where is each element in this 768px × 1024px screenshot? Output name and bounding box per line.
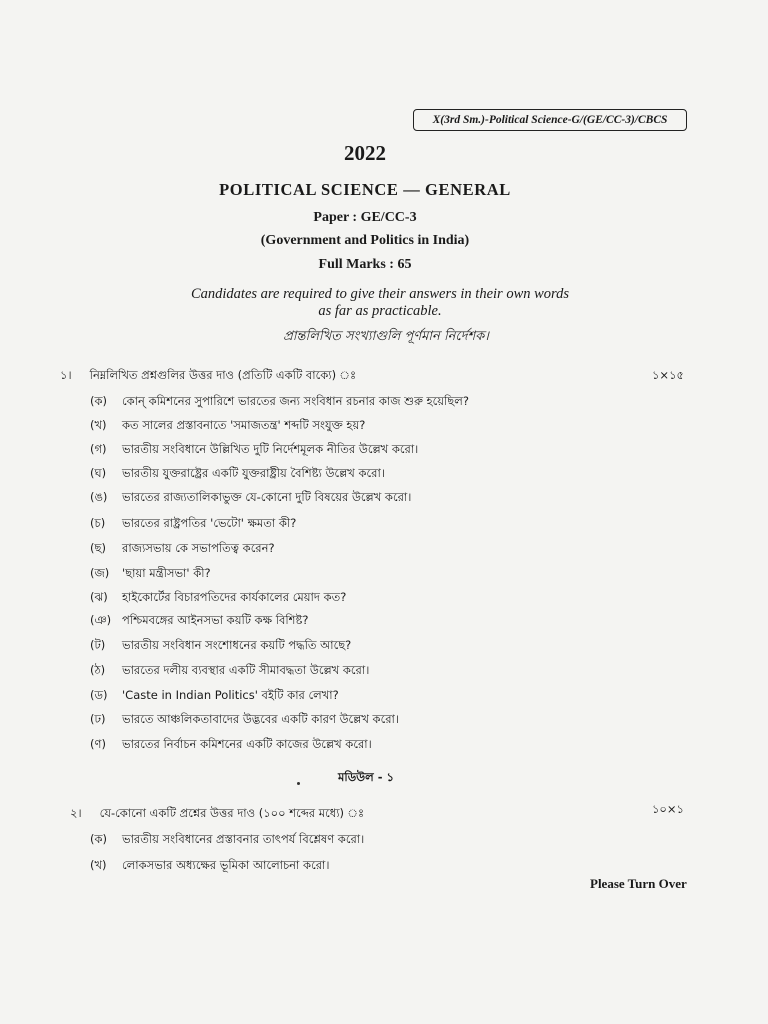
q1-item-text: ভারতীয় সংবিধান সংশোধনের কয়টি পদ্ধতি আছে? xyxy=(122,638,352,652)
q1-item xyxy=(90,637,351,656)
question-2-marks: ১০×১ xyxy=(651,802,684,816)
q1-item-label: (ড) xyxy=(90,688,108,702)
q1-item-text: 'Caste in Indian Politics' বইটি কার লেখা? xyxy=(122,688,339,702)
q1-item xyxy=(90,417,365,436)
q1-item-label: (ট) xyxy=(90,638,106,652)
paper-code-box: X(3rd Sm.)-Political Science-G/(GE/CC-3)/CBCS xyxy=(413,109,687,131)
q1-item-text: কোন্ কমিশনের সুপারিশে ভারতের জন্য সংবিধান রচনার কাজ শুরু হয়েছিল? xyxy=(122,394,469,408)
q1-item xyxy=(90,589,346,608)
q1-item-text: ভারতের নির্বাচন কমিশনের একটি কাজের উল্লেখ করো। xyxy=(122,737,372,751)
q1-item xyxy=(90,711,399,730)
q1-item-label: (ছ) xyxy=(90,541,106,555)
q1-item-text: রাজ্যসভায় কে সভাপতিত্ব করেন? xyxy=(122,541,275,555)
full-marks: Full Marks : 65 xyxy=(318,257,412,272)
q1-item xyxy=(90,687,339,706)
q2-item-text: লোকসভার অধ্যক্ষের ভূমিকা আলোচনা করো। xyxy=(122,858,330,872)
question-2-number: ২। xyxy=(70,806,82,820)
please-turn-over: Please Turn Over xyxy=(590,876,687,891)
q2-item-text: ভারতীয় সংবিধানের প্রস্তাবনার তাৎপর্য বিশ্লেষণ করো। xyxy=(122,832,365,846)
q1-item-text: পশ্চিমবঙ্গের আইনসভা কয়টি কক্ষ বিশিষ্ট? xyxy=(122,613,309,627)
question-1 xyxy=(60,367,356,386)
instruction-line-1: Candidates are required to give their answers in their own words xyxy=(190,286,570,302)
q2-item xyxy=(90,831,364,850)
q1-item-text: ভারতে আঞ্চলিকতাবাদের উদ্ভবের একটি কারণ উল্লেখ করো। xyxy=(122,712,399,726)
q1-item-text: ভারতের রাষ্ট্রপতির 'ভেটো' ক্ষমতা কী? xyxy=(122,516,297,530)
question-1-marks: ১×১৫ xyxy=(651,368,684,382)
course-title: (Government and Politics in India) xyxy=(260,233,470,248)
q1-item xyxy=(90,515,296,534)
q1-item-text: ভারতের রাজ্যতালিকাভুক্ত যে-কোনো দুটি বিষয়ের উল্লেখ করো। xyxy=(122,490,412,504)
question-2-text: যে-কোনো একটি প্রশ্নের উত্তর দাও (১০০ শব্দের মধ্যে) ঃ xyxy=(99,806,365,820)
question-2 xyxy=(70,805,364,824)
q1-item xyxy=(90,465,385,484)
q1-item-label: (চ) xyxy=(90,516,106,530)
paper-code: Paper : GE/CC-3 xyxy=(313,210,417,225)
q1-item xyxy=(90,540,275,559)
instruction-line-2: as far as practicable. xyxy=(318,303,442,319)
q1-item-text: হাইকোর্টের বিচারপতিদের কার্যকালের মেয়াদ কত? xyxy=(122,590,347,604)
q2-item xyxy=(90,857,329,876)
q1-item-label: (ক) xyxy=(90,394,108,408)
exam-year: 2022 xyxy=(344,141,386,165)
q1-item xyxy=(90,393,469,412)
q1-item-label: (গ) xyxy=(90,442,107,456)
ink-dot xyxy=(297,782,300,785)
q2-item-label: (ক) xyxy=(90,832,108,846)
q1-item-label: (ঢ) xyxy=(90,712,106,726)
q1-item xyxy=(90,662,369,681)
q1-item xyxy=(90,565,211,584)
q1-item-label: (ঝ) xyxy=(90,590,108,604)
q1-item-text: 'ছায়া মন্ত্রীসভা' কী? xyxy=(122,566,211,580)
q1-item xyxy=(90,441,418,460)
q2-item-label: (খ) xyxy=(90,858,107,872)
q1-item-label: (ঠ) xyxy=(90,663,106,677)
subject-title: POLITICAL SCIENCE — GENERAL xyxy=(219,180,511,199)
q1-item xyxy=(90,736,372,755)
q1-item-text: ভারতীয় সংবিধানে উল্লিখিত দুটি নির্দেশমূলক নীতির উল্লেখ করো। xyxy=(122,442,419,456)
q1-item-text: কত সালের প্রস্তাবনাতে 'সমাজতন্ত্র' শব্দটি সংযুক্ত হয়? xyxy=(122,418,366,432)
question-1-number: ১। xyxy=(60,368,72,382)
q1-item xyxy=(90,612,308,631)
q1-item-label: (ঙ) xyxy=(90,490,108,504)
q1-item xyxy=(90,489,411,508)
q1-item-label: (ণ) xyxy=(90,737,106,751)
q1-item-text: ভারতের দলীয় ব্যবস্থার একটি সীমাবদ্ধতা উল্লেখ করো। xyxy=(122,663,370,677)
marks-note: প্রান্তলিখিত সংখ্যাগুলি পূর্ণমান নির্দেশক। xyxy=(283,329,489,344)
q1-item-label: (ঘ) xyxy=(90,466,107,480)
module-heading: মডিউল - ১ xyxy=(338,770,394,784)
q1-item-label: (জ) xyxy=(90,566,110,580)
q1-item-text: ভারতীয় যুক্তরাষ্ট্রের একটি যুক্তরাষ্ট্রীয় বৈশিষ্ট্য উল্লেখ করো। xyxy=(122,466,385,480)
question-1-text: নিম্নলিখিত প্রশ্নগুলির উত্তর দাও (প্রতিটি একটি বাক্যে) ঃ xyxy=(89,368,357,382)
q1-item-label: (খ) xyxy=(90,418,107,432)
q1-item-label: (ঞ) xyxy=(90,613,112,627)
